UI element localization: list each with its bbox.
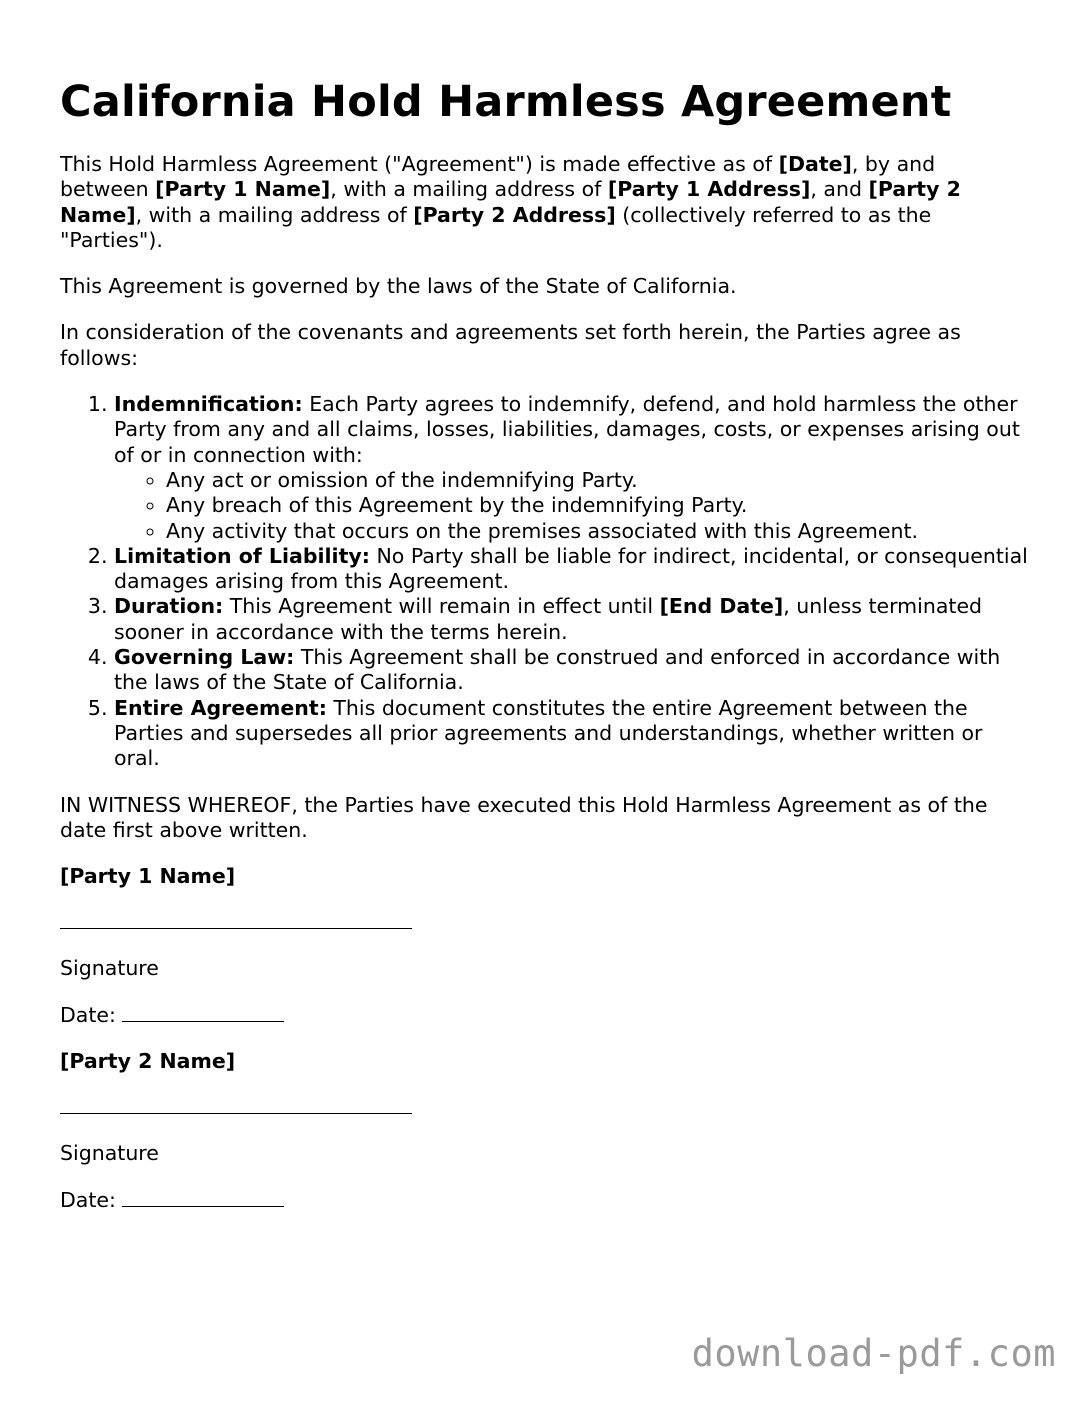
- term-indemnification: [114, 392, 1030, 544]
- terms-list: [60, 392, 1030, 771]
- date-label: Date:: [60, 1002, 123, 1027]
- document-title: California Hold Harmless Agreement: [60, 77, 952, 127]
- intro-text: , and: [810, 177, 869, 202]
- party2-address-placeholder: [Party 2 Address]: [413, 202, 616, 227]
- term-text: This Agreement shall be construed and enforced in accordance with the laws of the State of California.: [114, 645, 1001, 695]
- end-date-placeholder: [End Date]: [659, 594, 784, 619]
- signature-rule: [60, 1095, 412, 1114]
- term-duration: [114, 594, 1030, 645]
- signature-rule: [60, 910, 412, 929]
- effective-date-placeholder: [Date]: [778, 152, 852, 176]
- indemnification-sublist: [114, 468, 1030, 544]
- term-text: This document constitutes the entire Agreement between the Parties and supersedes all prior agreements and understandings, whether written or oral.: [114, 695, 983, 771]
- sub-list-item: ◦ Any act or omission of the indemnifying Party.: [166, 468, 1030, 493]
- term-governing-law: [114, 645, 1030, 696]
- intro-text: , with a mailing address of: [135, 202, 414, 227]
- term-label: Governing Law:: [114, 645, 295, 670]
- intro-text: (collectively referred to as the "Parties").: [60, 202, 932, 252]
- party1-address-placeholder: [Party 1 Address]: [607, 177, 811, 202]
- party1-name-placeholder: [Party 1 Name]: [155, 177, 331, 202]
- sub-list-item: ◦ Any breach of this Agreement by the indemnifying Party.: [166, 493, 1030, 518]
- party2-signature-name: [Party 2 Name]: [60, 1049, 236, 1074]
- intro-text: , by and between: [60, 152, 936, 202]
- term-text: No Party shall be liable for indirect, incidental, or consequential damages arising from this Agreement.: [114, 543, 1028, 594]
- party1-date-row: [60, 1003, 1030, 1028]
- term-label: Duration:: [114, 594, 224, 619]
- term-entire-agreement: [114, 696, 1030, 772]
- party2-date-row: [60, 1188, 1030, 1213]
- party1-signature-label: Signature: [60, 956, 159, 981]
- party1-signature-field[interactable]: [60, 910, 1030, 935]
- term-text: This Agreement will remain in effect until: [223, 594, 660, 619]
- document-page: [60, 72, 1030, 1234]
- term-label: Indemnification:: [114, 392, 303, 417]
- date-label: Date:: [60, 1187, 123, 1212]
- term-text: , unless terminated sooner in accordance with the terms herein.: [114, 594, 983, 644]
- party2-signature-field[interactable]: [60, 1095, 1030, 1120]
- party1-signature-name: [Party 1 Name]: [60, 864, 236, 889]
- party1-date-field[interactable]: [122, 1003, 284, 1022]
- sub-list-item: ◦ Any activity that occurs on the premises associated with this Agreement.: [166, 519, 1030, 544]
- party2-date-field[interactable]: [122, 1188, 284, 1207]
- term-label: Limitation of Liability:: [114, 543, 370, 568]
- party2-signature-label: Signature: [60, 1141, 159, 1166]
- party2-name-placeholder: [Party 2 Name]: [60, 177, 961, 227]
- intro-text: This Hold Harmless Agreement ("Agreement") is made effective as of: [60, 152, 779, 176]
- watermark: download-pdf.com: [691, 1332, 1056, 1375]
- consideration-paragraph: In consideration of the covenants and agreements set forth herein, the Parties agree as follows:: [60, 320, 961, 370]
- intro-paragraph: [60, 152, 1030, 253]
- term-text: Each Party agrees to indemnify, defend, and hold harmless the other Party from any and all claims, losses, liabilities, damages, costs, or expenses arising out of or in connection with:: [114, 392, 1020, 467]
- intro-text: , with a mailing address of: [330, 177, 608, 202]
- term-label: Entire Agreement:: [114, 695, 327, 720]
- governing-statement: This Agreement is governed by the laws of the State of California.: [60, 274, 737, 299]
- term-limitation-of-liability: [114, 544, 1030, 595]
- witness-paragraph: IN WITNESS WHEREOF, the Parties have executed this Hold Harmless Agreement as of the date first above written.: [60, 792, 988, 842]
